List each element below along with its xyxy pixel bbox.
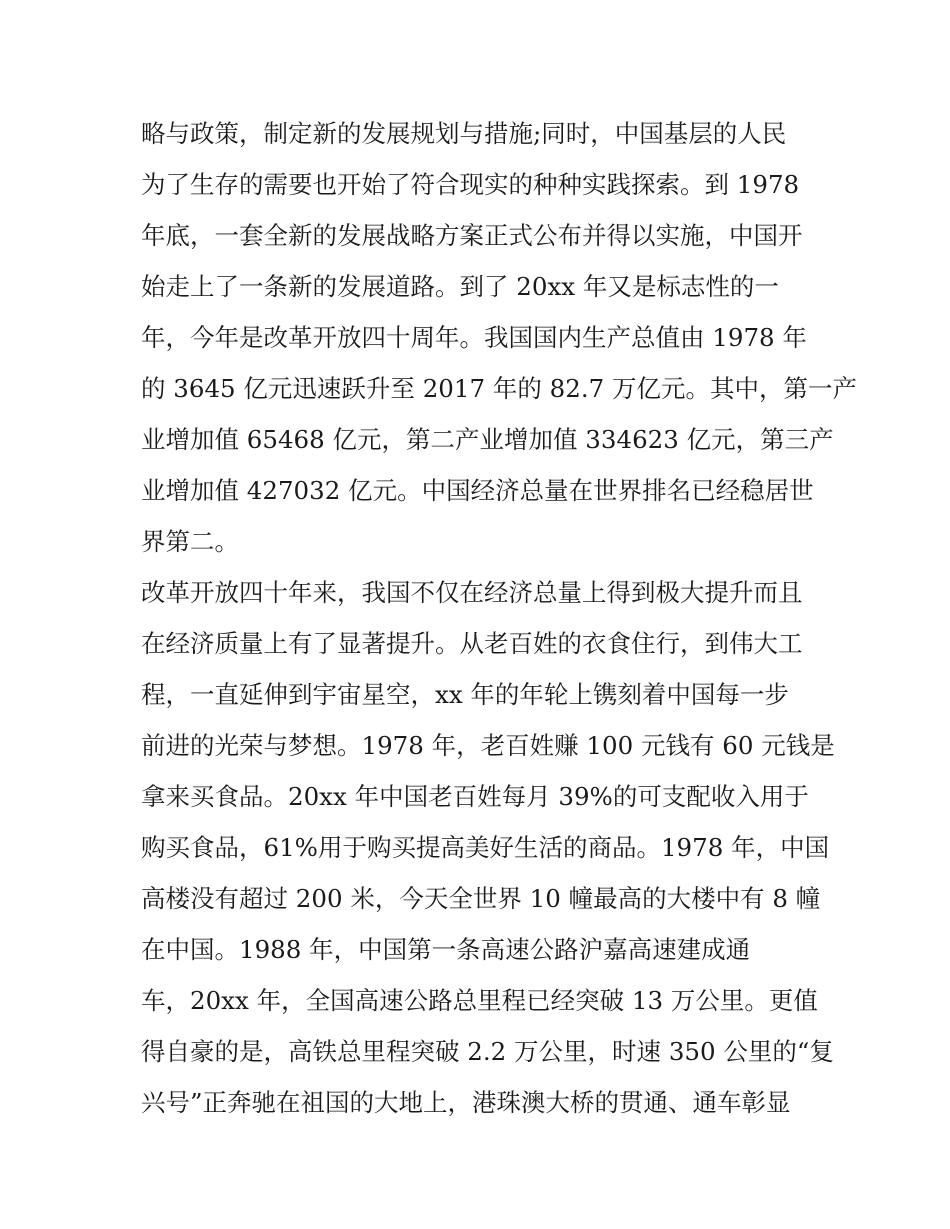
text-line: 业增加值 65468 亿元，第二产业增加值 334623 亿元，第三产 (141, 425, 834, 454)
text-line: 改革开放四十年来，我国不仅在经济总量上得到极大提升而且 (141, 578, 803, 607)
body-text (141, 108, 857, 1128)
text-line: 车，20xx 年，全国高速公路总里程已经突破 13 万公里。更值 (141, 986, 818, 1015)
text-line: 兴号”正奔驰在祖国的大地上，港珠澳大桥的贯通、通车彰显 (141, 1088, 791, 1117)
text-line: 年，今年是改革开放四十周年。我国国内生产总值由 1978 年 (141, 323, 807, 352)
text-line: 界第二。 (141, 527, 239, 556)
text-line: 得自豪的是，高铁总里程突破 2.2 万公里，时速 350 公里的“复 (141, 1037, 834, 1066)
text-line: 购买食品，61%用于购买提高美好生活的商品。1978 年，中国 (141, 833, 830, 862)
text-line: 为了生存的需要也开始了符合现实的种种实践探索。到 1978 (141, 170, 800, 199)
text-line: 年底，一套全新的发展战略方案正式公布并得以实施，中国开 (141, 221, 803, 250)
text-line: 始走上了一条新的发展道路。到了 20xx 年又是标志性的一 (141, 272, 779, 301)
text-line: 略与政策，制定新的发展规划与措施;同时，中国基层的人民 (141, 119, 787, 148)
text-line: 在经济质量上有了显著提升。从老百姓的衣食住行，到伟大工 (141, 629, 803, 658)
text-line: 程，一直延伸到宇宙星空，xx 年的年轮上镌刻着中国每一步 (141, 680, 789, 709)
text-line: 在中国。1988 年，中国第一条高速公路沪嘉高速建成通 (141, 935, 751, 964)
text-line: 拿来买食品。20xx 年中国老百姓每月 39%的可支配收入用于 (141, 782, 809, 811)
text-line: 前进的光荣与梦想。1978 年，老百姓赚 100 元钱有 60 元钱是 (141, 731, 835, 760)
text-line: 高楼没有超过 200 米，今天全世界 10 幢最高的大楼中有 8 幢 (141, 884, 821, 913)
text-line: 的 3645 亿元迅速跃升至 2017 年的 82.7 万亿元。其中，第一产 (141, 374, 857, 403)
text-line: 业增加值 427032 亿元。中国经济总量在世界排名已经稳居世 (141, 476, 814, 505)
